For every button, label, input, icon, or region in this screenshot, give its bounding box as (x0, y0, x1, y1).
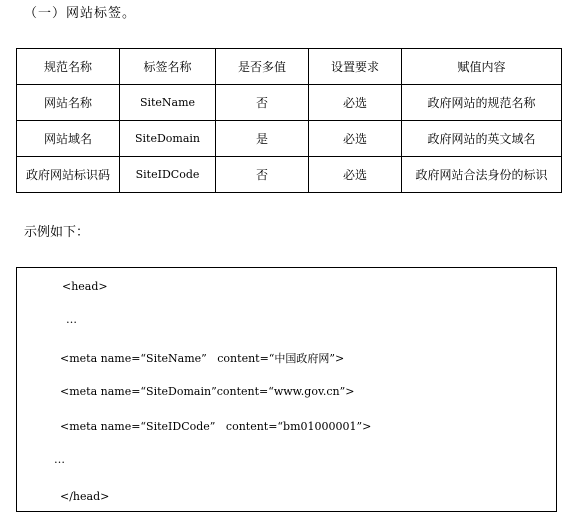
example-label: 示例如下： (24, 225, 90, 240)
table-row (17, 157, 562, 193)
code-line-ellipsis: … (66, 313, 77, 326)
table-cell: 必选 (309, 121, 402, 157)
table-cell: 政府网站的英文域名 (402, 121, 562, 157)
table-cell: 政府网站合法身份的标识 (402, 157, 562, 193)
site-tag-table (16, 48, 562, 193)
table-cell: 必选 (309, 157, 402, 193)
code-line-head-close: </head> (60, 490, 110, 503)
code-line-meta-sitename: <meta name=“SiteName” content=“中国政府网”> (60, 352, 345, 365)
table-cell: SiteDomain (120, 121, 216, 157)
code-line-meta-sitedomain: <meta name=“SiteDomain”content=“www.gov.cn”> (60, 385, 355, 398)
table-row (17, 121, 562, 157)
code-line-meta-siteidcode: <meta name=“SiteIDCode” content=“bm01000001”> (60, 420, 372, 433)
code-line-ellipsis: … (54, 453, 65, 466)
table-cell: 否 (216, 157, 309, 193)
table-header-row (17, 49, 562, 85)
header-requirement: 设置要求 (309, 49, 402, 85)
header-tag-name: 标签名称 (120, 49, 216, 85)
table-row (17, 85, 562, 121)
table-cell: 网站名称 (17, 85, 120, 121)
header-spec-name: 规范名称 (17, 49, 120, 85)
table-cell: 政府网站的规范名称 (402, 85, 562, 121)
code-line-head-open: <head> (62, 280, 108, 293)
table-cell: SiteIDCode (120, 157, 216, 193)
code-example-box (16, 267, 557, 512)
section-heading: （一）网站标签。 (24, 6, 137, 21)
table-cell: 否 (216, 85, 309, 121)
table-cell: 是 (216, 121, 309, 157)
table-cell: 必选 (309, 85, 402, 121)
table-cell: 政府网站标识码 (17, 157, 120, 193)
table-cell: 网站域名 (17, 121, 120, 157)
header-multi-value: 是否多值 (216, 49, 309, 85)
header-value-content: 赋值内容 (402, 49, 562, 85)
table-cell: SiteName (120, 85, 216, 121)
